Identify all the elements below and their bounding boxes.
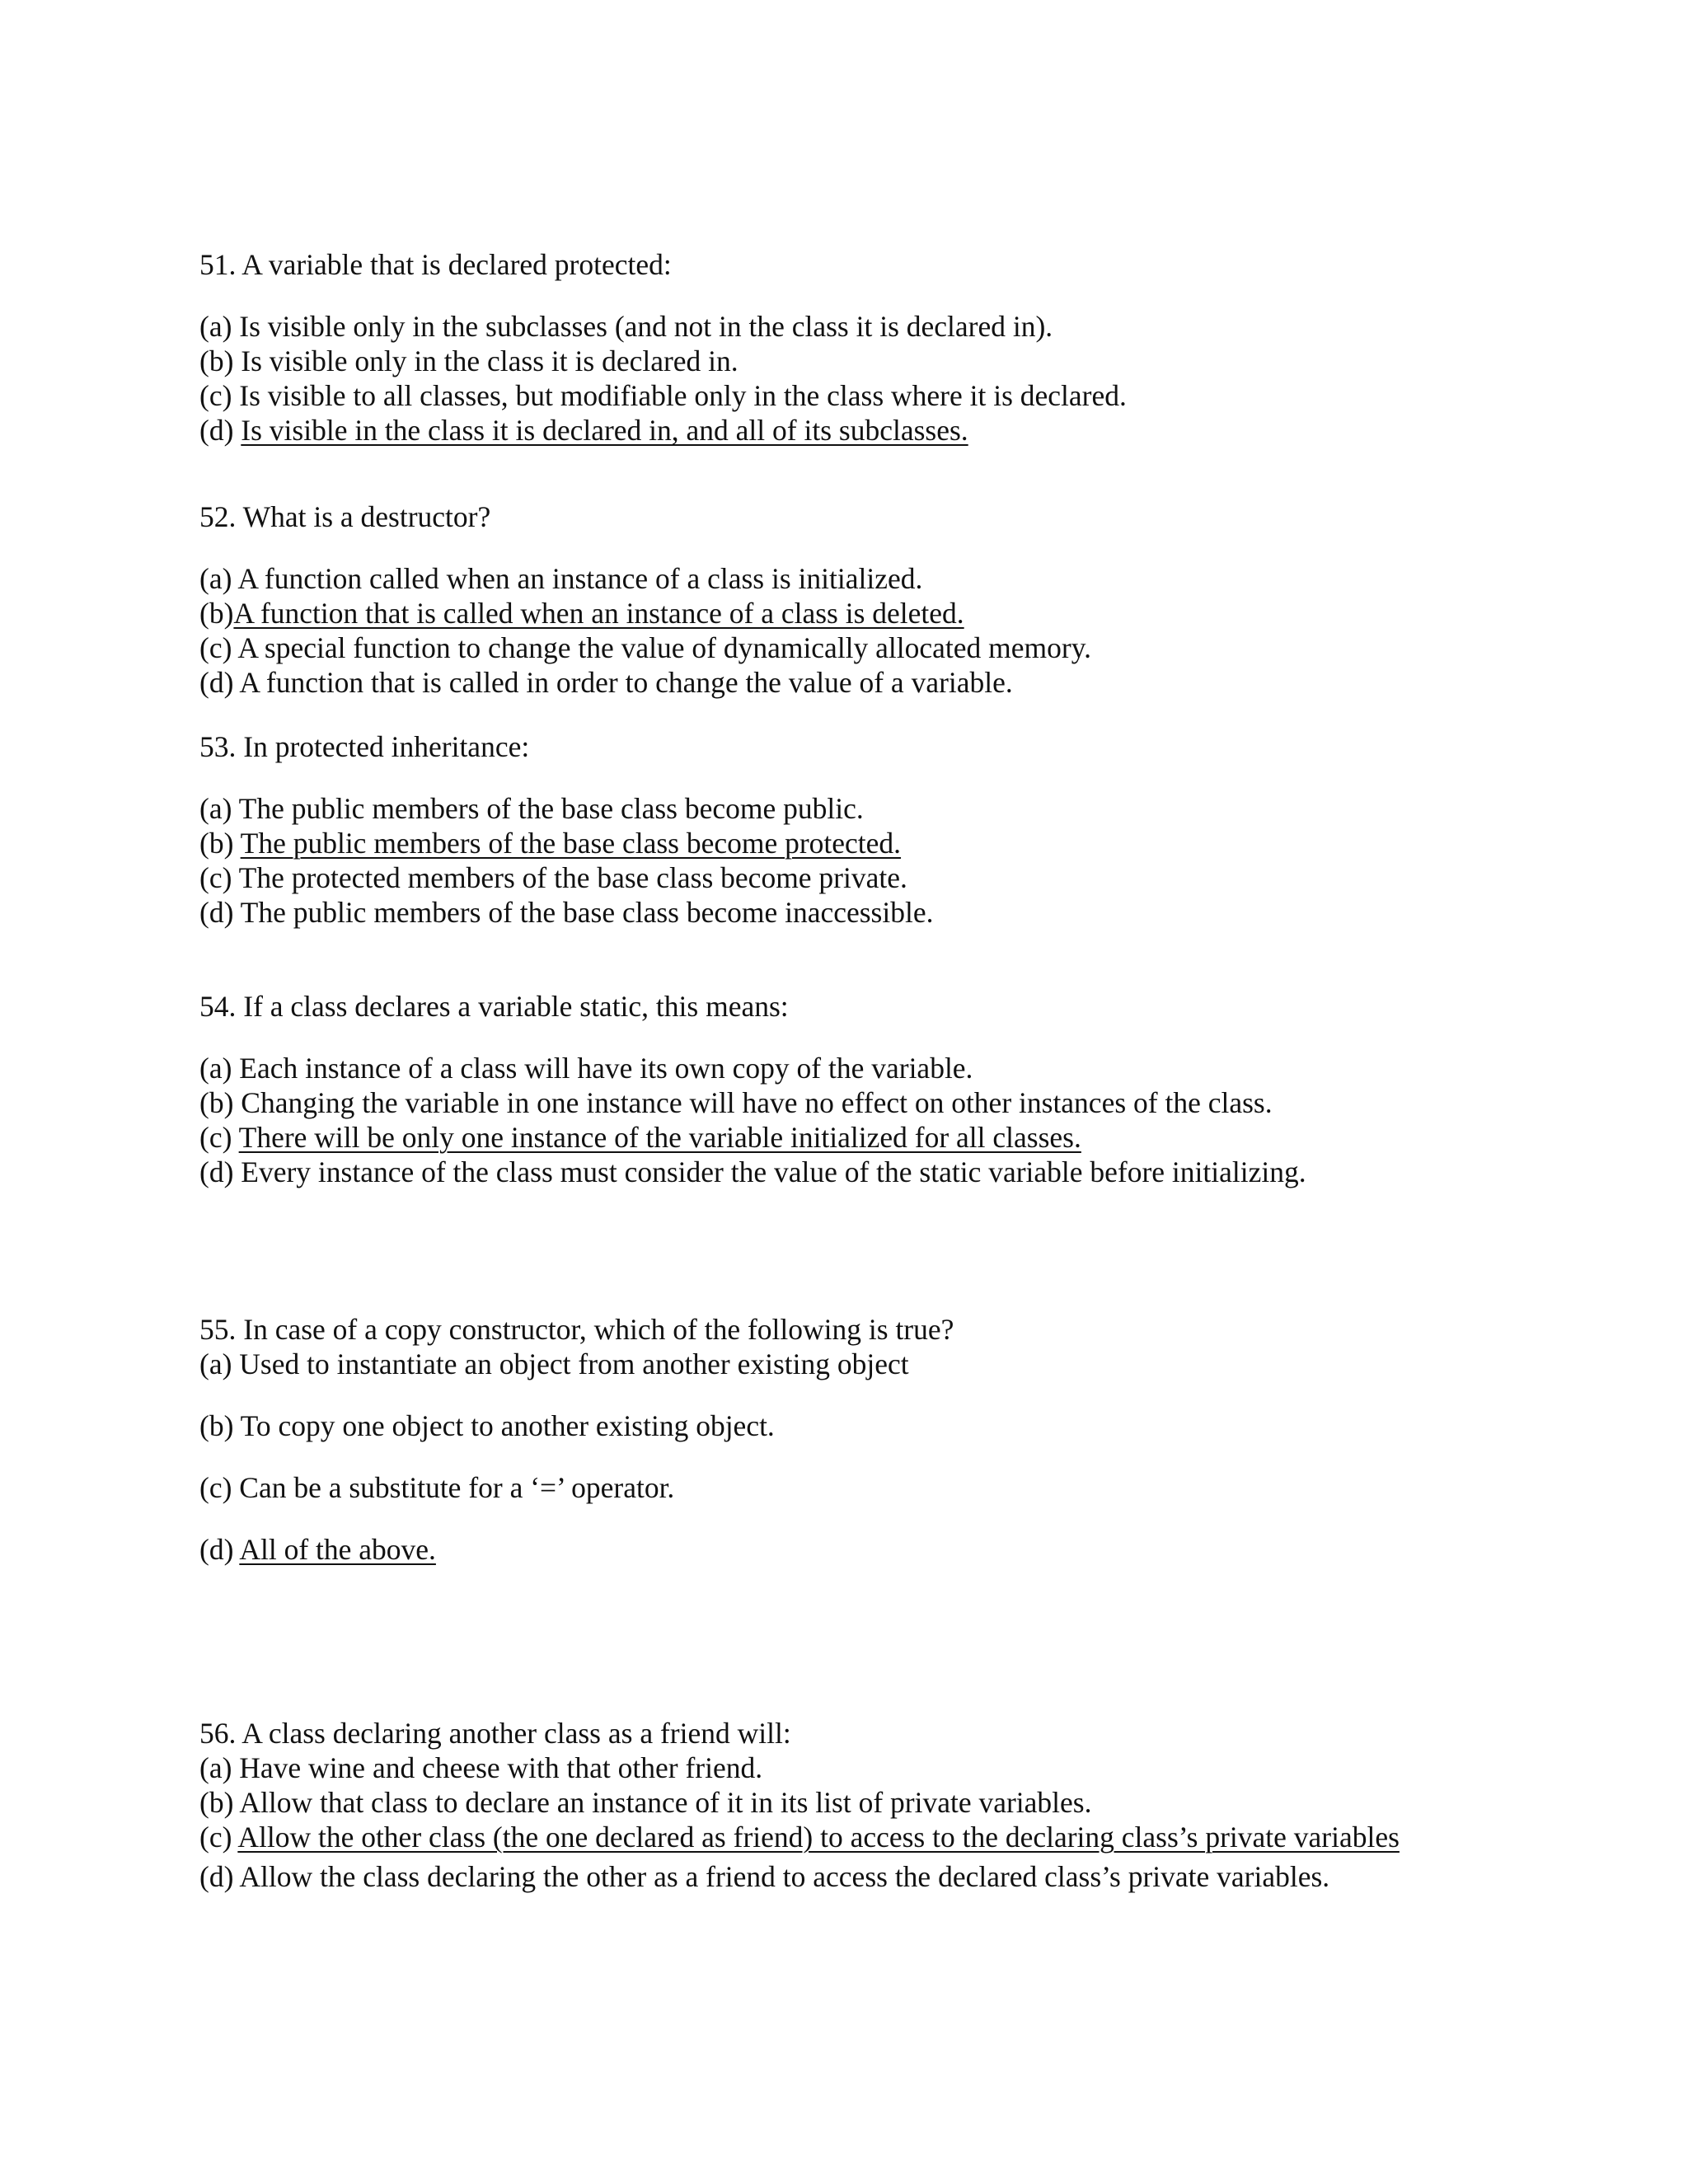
option-b	[199, 344, 1601, 378]
option-b	[199, 596, 1601, 630]
option-label: (d)	[199, 1155, 234, 1188]
option-d	[199, 1532, 1601, 1567]
answer-text: All of the above.	[239, 1533, 436, 1566]
option-d	[199, 665, 1601, 700]
option-c	[199, 630, 1601, 665]
option-b	[199, 1408, 1601, 1443]
option-text: Allow that class to declare an instance of it in its list of private variables.	[239, 1786, 1092, 1819]
option-text: A function that is called in order to change the value of a variable.	[239, 666, 1013, 699]
option-label: (a)	[199, 310, 232, 343]
option-text: Have wine and cheese with that other friend.	[239, 1751, 763, 1784]
option-c	[199, 1820, 1601, 1854]
question-stem: 51. A variable that is declared protected:	[199, 248, 672, 281]
option-label: (c)	[199, 1821, 232, 1854]
option-label: (a)	[199, 562, 232, 595]
option-a	[199, 791, 1601, 826]
option-label: (c)	[199, 1471, 232, 1504]
option-label: (c)	[199, 861, 232, 894]
option-text: Is visible only in the subclasses (and not in the class it is declared in).	[239, 310, 1053, 343]
options-list	[199, 1051, 1601, 1189]
option-text: A function called when an instance of a class is initialized.	[237, 562, 923, 595]
question-stem: 54. If a class declares a variable static, this means:	[199, 990, 789, 1023]
option-b	[199, 1085, 1601, 1120]
option-text: The public members of the base class become public.	[238, 792, 864, 825]
option-text: Used to instantiate an object from another existing object	[239, 1347, 909, 1380]
option-b	[199, 1785, 1601, 1820]
option-label: (b)	[199, 597, 234, 630]
option-label: (c)	[199, 631, 232, 664]
option-label: (b)	[199, 1409, 234, 1442]
option-d	[199, 1859, 1601, 1894]
option-text: Every instance of the class must consider the value of the static variable before initializing.	[241, 1155, 1306, 1188]
answer-text: Is visible in the class it is declared in, and all of its subclasses.	[241, 414, 968, 447]
option-label: (c)	[199, 1121, 232, 1154]
question-56	[199, 1716, 1601, 1894]
option-a	[199, 309, 1601, 344]
option-text: Is visible only in the class it is declared in.	[241, 344, 738, 377]
options-list	[199, 309, 1601, 448]
option-label: (b)	[199, 1786, 234, 1819]
option-text: Each instance of a class will have its own copy of the variable.	[239, 1052, 973, 1085]
option-a	[199, 1750, 1601, 1785]
option-a	[199, 561, 1601, 596]
option-text: The protected members of the base class become private.	[238, 861, 907, 894]
question-51	[199, 247, 1601, 448]
option-label: (d)	[199, 896, 234, 929]
option-label: (a)	[199, 1751, 232, 1784]
option-d	[199, 413, 1601, 448]
question-stem: 52. What is a destructor?	[199, 500, 491, 533]
option-c	[199, 1120, 1601, 1155]
answer-text: The public members of the base class become protected.	[240, 827, 902, 860]
option-c	[199, 378, 1601, 413]
option-d	[199, 1155, 1601, 1189]
option-d	[199, 895, 1601, 930]
question-55	[199, 1312, 1601, 1567]
option-a	[199, 1051, 1601, 1085]
options-list	[199, 561, 1601, 700]
option-label: (a)	[199, 1347, 232, 1380]
option-text: Changing the variable in one instance will have no effect on other instances of the class.	[241, 1086, 1273, 1119]
option-label: (d)	[199, 414, 234, 447]
answer-text: A function that is called when an instance of a class is deleted.	[233, 597, 964, 630]
option-label: (d)	[199, 666, 234, 699]
option-text: A special function to change the value of dynamically allocated memory.	[237, 631, 1092, 664]
answer-text: There will be only one instance of the variable initialized for all classes.	[238, 1121, 1081, 1154]
question-stem: 56. A class declaring another class as a friend will:	[199, 1717, 791, 1750]
question-52	[199, 499, 1601, 700]
question-54	[199, 989, 1601, 1189]
option-text: The public members of the base class become inaccessible.	[240, 896, 934, 929]
question-stem: 53. In protected inheritance:	[199, 730, 530, 763]
option-label: (b)	[199, 344, 234, 377]
answer-text: Allow the other class (the one declared as friend) to access to the declaring class’s private variables	[237, 1821, 1400, 1854]
option-label: (a)	[199, 1052, 232, 1085]
option-label: (d)	[199, 1533, 234, 1566]
question-53	[199, 729, 1601, 930]
options-list	[199, 791, 1601, 930]
option-label: (b)	[199, 1086, 234, 1119]
option-label: (c)	[199, 379, 232, 412]
option-text: To copy one object to another existing object.	[240, 1409, 775, 1442]
option-label: (d)	[199, 1860, 234, 1893]
option-label: (a)	[199, 792, 232, 825]
option-label: (b)	[199, 827, 234, 860]
option-c	[199, 860, 1601, 895]
option-a	[199, 1347, 1601, 1381]
option-c	[199, 1470, 1601, 1505]
option-text: Is visible to all classes, but modifiable only in the class where it is declared.	[239, 379, 1127, 412]
option-b	[199, 826, 1601, 860]
option-text: Allow the class declaring the other as a friend to access the declared class’s private variables.	[239, 1860, 1330, 1893]
question-stem: 55. In case of a copy constructor, which of the following is true?	[199, 1313, 954, 1346]
option-text: Can be a substitute for a ‘=’ operator.	[239, 1471, 675, 1504]
